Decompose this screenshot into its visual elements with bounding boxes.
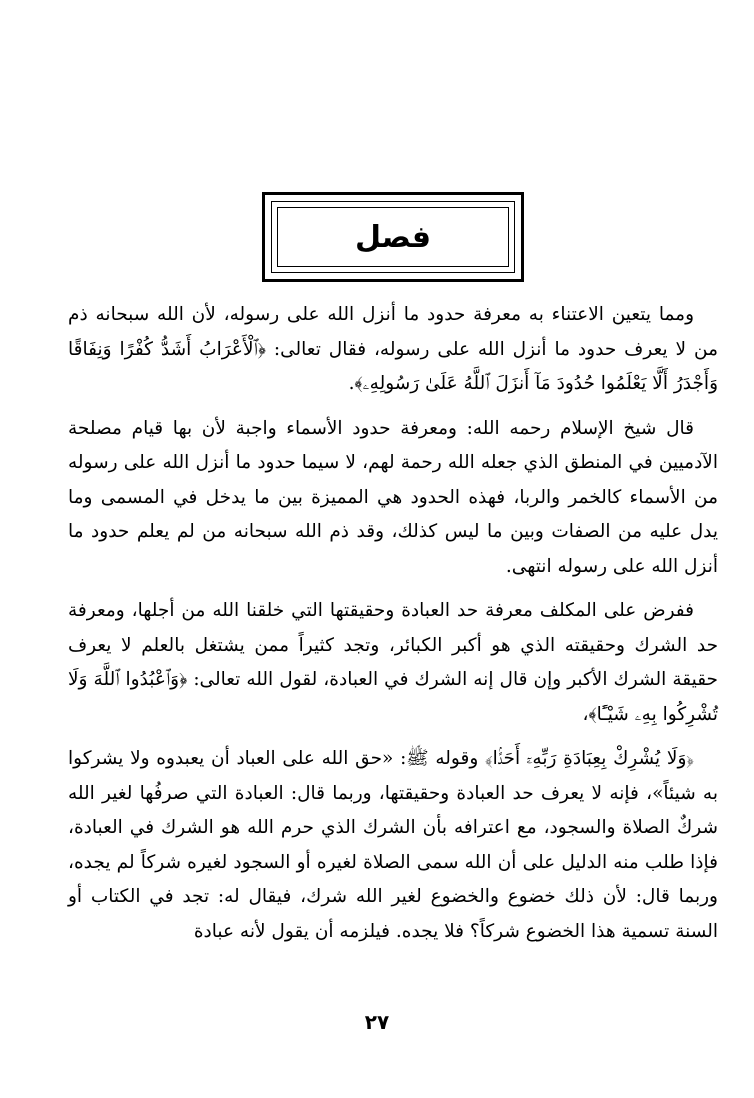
section-heading: فصل <box>355 219 431 255</box>
page-body <box>68 298 718 949</box>
paragraph-3: ففرض على المكلف معرفة حد العبادة وحقيقتها التي خلقنا الله من أجلها، ومعرفة حد الشرك وحقيقته الذي هو أكبر الكبائر، وتجد كثيراً ممن يشتغل بالعلم لا يعرف حقيقة الشرك الأكبر وإن قال إنه الشرك في العبادة، لقول الله تعالى: ﴿وَٱعْبُدُوا ٱللَّهَ وَلَا تُشْرِكُوا بِهِۦ شَيْـًٔا﴾، <box>68 600 718 725</box>
paragraph-1: ومما يتعين الاعتناء به معرفة حدود ما أنزل الله على رسوله، لأن الله سبحانه ذم من لا يعرف حدود ما أنزل الله على رسوله، فقال تعالى: ﴿ٱلْأَعْرَابُ أَشَدُّ كُفْرًا وَنِفَاقًا وَأَجْدَرُ أَلَّا يَعْلَمُوا حُدُودَ مَآ أَنزَلَ ٱللَّهُ عَلَىٰ رَسُولِهِۦ﴾. <box>68 304 718 394</box>
paragraph-2: قال شيخ الإسلام رحمه الله: ومعرفة حدود الأسماء واجبة لأن بها قيام مصلحة الآدميين في المنطق الذي جعله الله رحمة لهم، لا سيما حدود ما أنزل الله على رسوله من الأسماء كالخمر والربا، فهذه الحدود هي المميزة بين ما يدخل في المسمى وما يدل عليه من الصفات وبين ما ليس كذلك، وقد ذم الله سبحانه من لم يعلم حدود ما أنزل الله على رسوله انتهى. <box>68 417 718 577</box>
section-heading-frame <box>262 192 524 282</box>
page-number: ٢٧ <box>364 1010 390 1034</box>
paragraph-4: ﴿وَلَا يُشْرِكْ بِعِبَادَةِ رَبِّهِۦٓ أَحَدًۢا﴾ وقوله ﷺ: «حق الله على العباد أن يعبدوه ولا يشركوا به شيئاً»، فإنه لا يعرف حد العبادة وحقيقتها، وربما قال: العبادة التي صرفُها لغير الله شركٌ الصلاة والسجود، مع اعترافه بأن الشرك الذي حرم الله هو الشرك في العبادة، فإذا طلب منه الدليل على أن الله سمى الصلاة لغيره أو السجود لغيره شركاً لم يجده، وربما قال: لأن ذلك خضوع والخضوع لغير الله شرك، فيقال له: تجد في الكتاب أو السنة تسمية هذا الخضوع شركاً؟ فلا يجده. فيلزمه أن يقول لأنه عبادة <box>68 748 718 942</box>
